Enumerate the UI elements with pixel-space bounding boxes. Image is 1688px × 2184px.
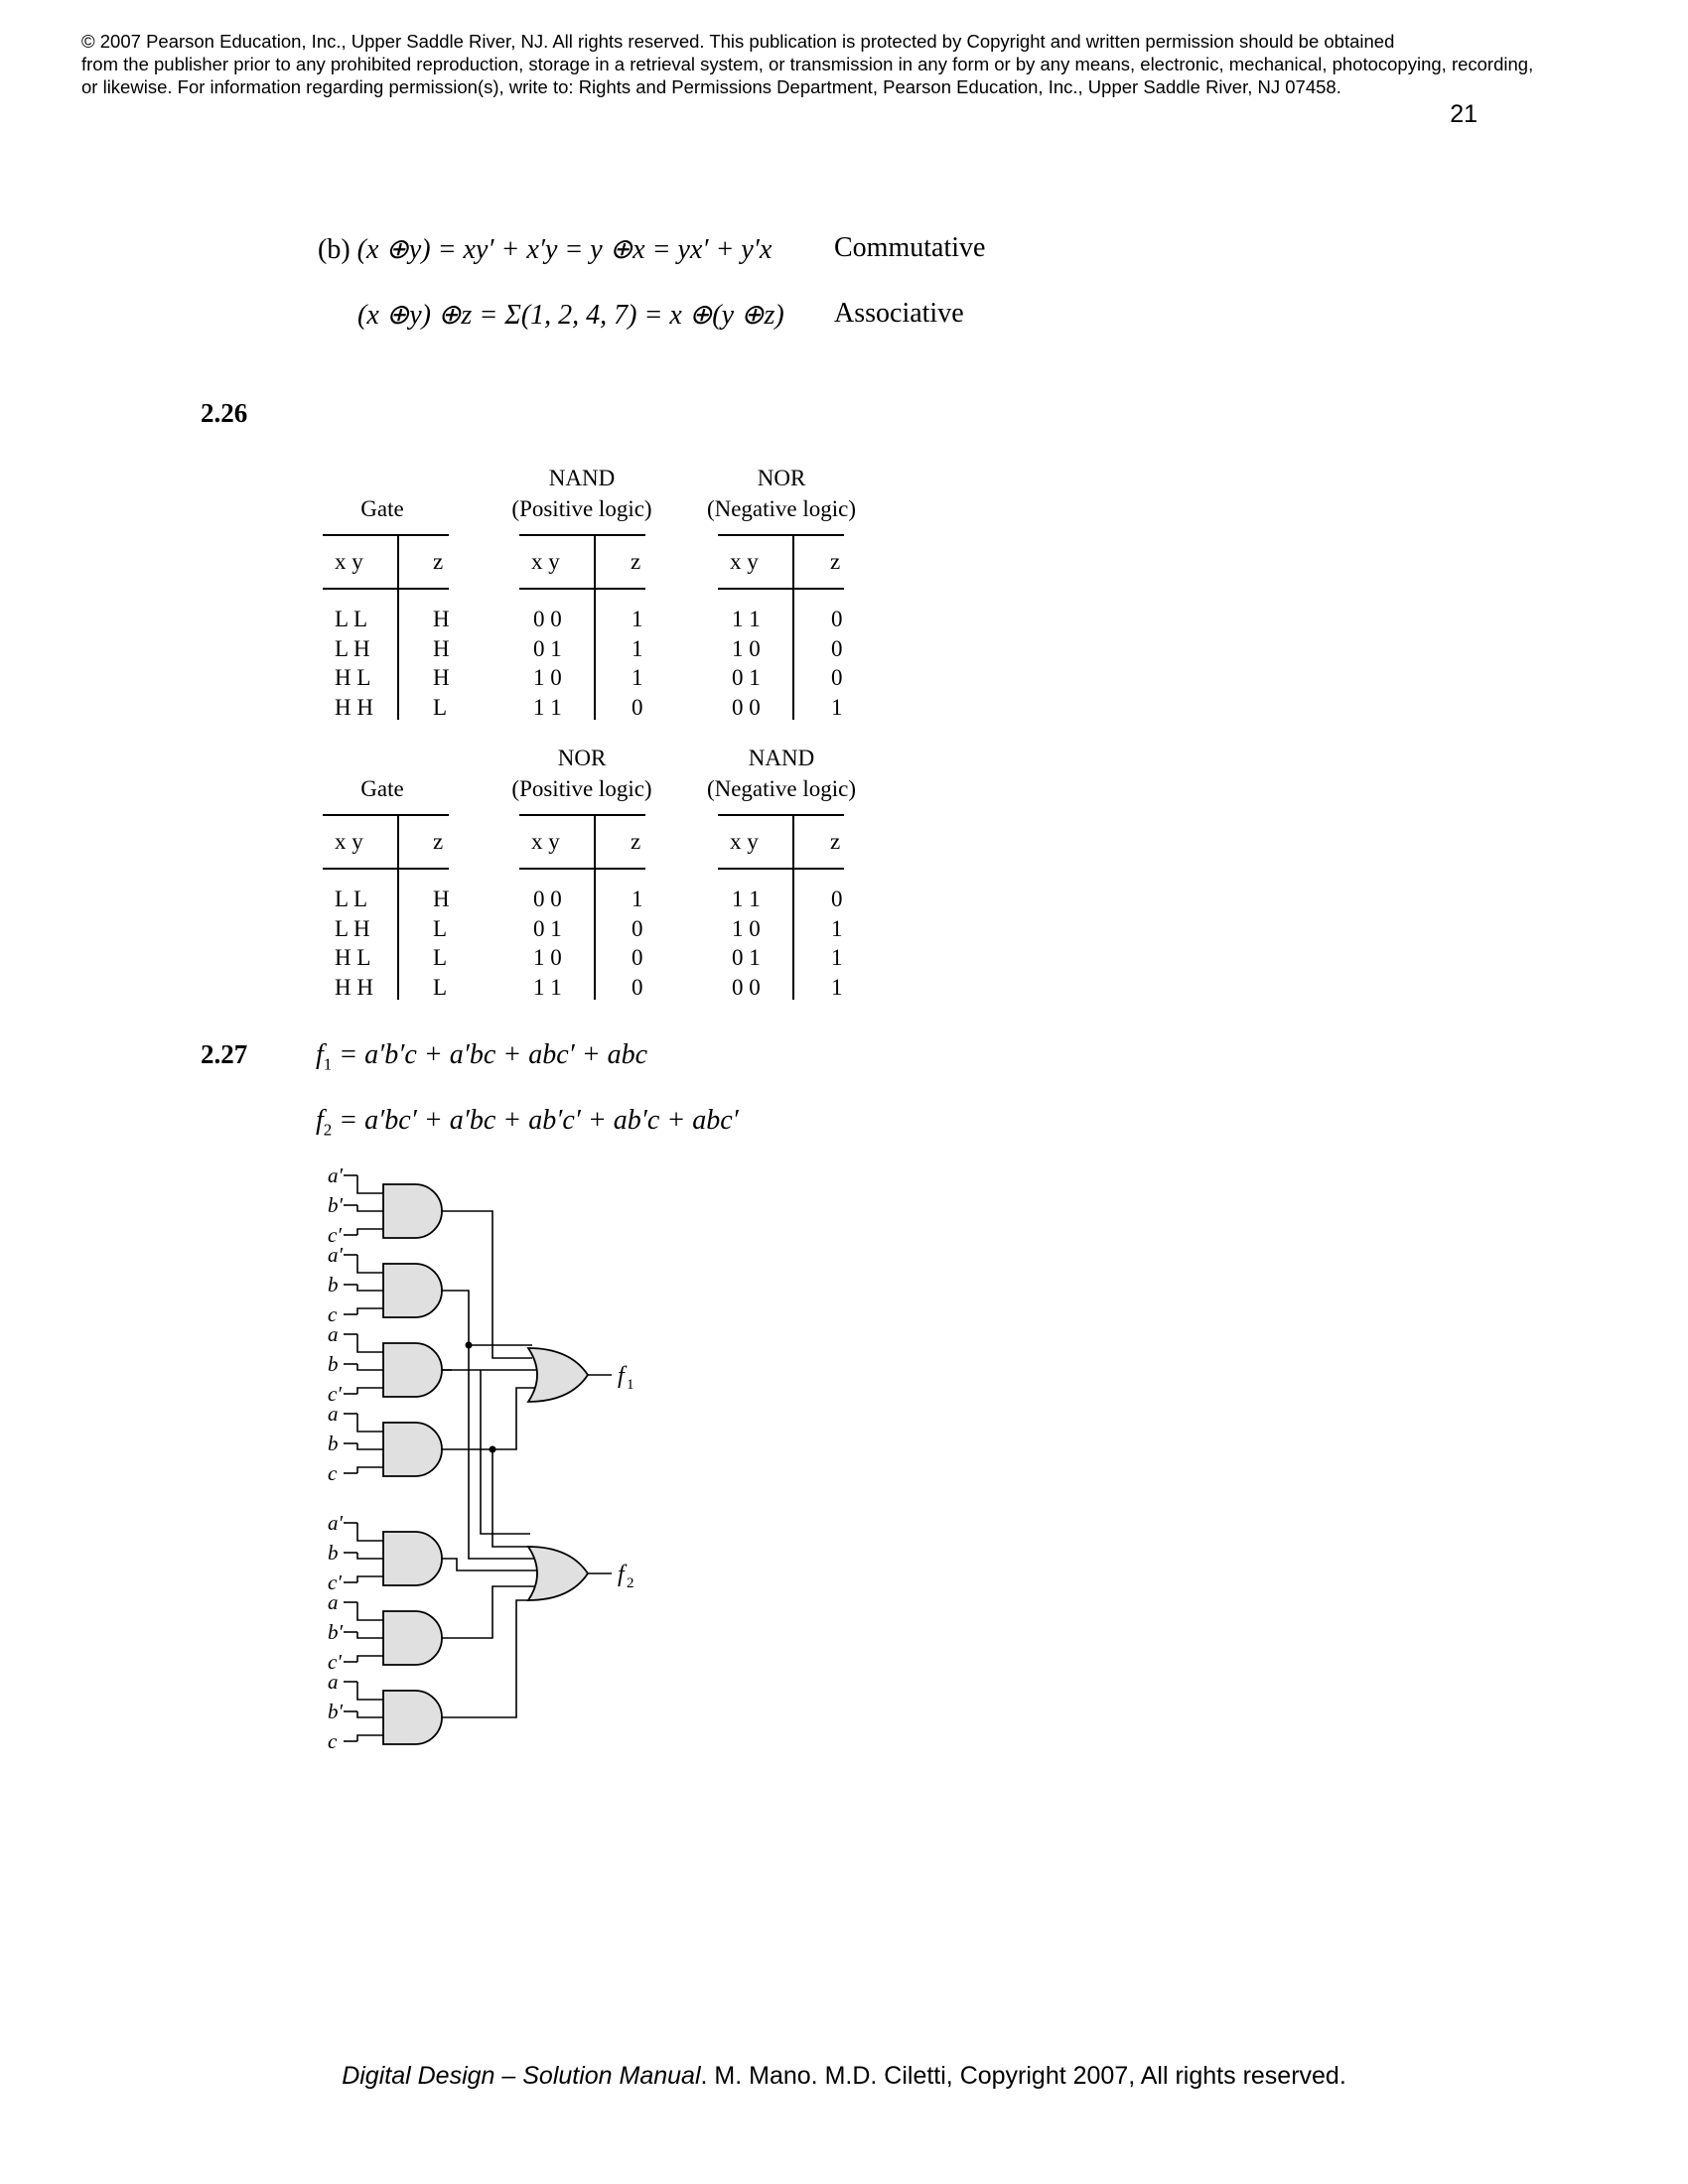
table-cell: 1 0	[732, 916, 761, 941]
part-label: (b)	[318, 234, 357, 265]
table-cell: 0	[632, 945, 643, 970]
output-label-f1: f	[618, 1363, 625, 1389]
circuit-input-label: a	[328, 1322, 339, 1346]
table-cell: 0 0	[533, 887, 562, 911]
wire	[442, 1388, 534, 1449]
table-cell: 1 0	[732, 636, 761, 661]
table-rule	[718, 588, 844, 590]
table-rule	[323, 534, 449, 536]
table-cell: H	[433, 607, 450, 631]
table-rule	[519, 588, 645, 590]
column-header: z	[830, 549, 841, 574]
table-title: Gate	[360, 496, 404, 521]
table-cell: H	[433, 887, 450, 911]
wire	[357, 1467, 383, 1473]
wire	[442, 1600, 530, 1717]
wire	[357, 1553, 383, 1559]
circuit-input-label: b′	[328, 1193, 344, 1217]
and-gate	[383, 1343, 442, 1397]
table-cell: L	[433, 695, 448, 720]
wire	[357, 1576, 383, 1582]
wire	[357, 1443, 383, 1449]
table-cell: H	[433, 636, 450, 661]
column-header: z	[433, 549, 444, 574]
table-cell: L	[433, 945, 448, 970]
table-cell: 1 0	[533, 665, 562, 690]
circuit-input-label: c′	[328, 1223, 342, 1247]
circuit-input-label: b′	[328, 1700, 344, 1723]
circuit-input-label: a′	[328, 1511, 344, 1535]
wire	[442, 1291, 534, 1559]
wire	[357, 1735, 383, 1741]
column-header: x y	[730, 549, 759, 574]
table-rule	[519, 868, 645, 870]
table-title: Gate	[360, 776, 404, 801]
table-cell: 1	[632, 636, 643, 661]
function-name: f	[316, 1039, 324, 1070]
table-cell: 0 0	[732, 975, 761, 1000]
table-cell: 0 0	[533, 607, 562, 631]
or-gate-f2	[528, 1547, 588, 1600]
table-cell: L L	[335, 887, 367, 911]
circuit-input-label: c′	[328, 1382, 342, 1406]
wire	[357, 1229, 383, 1235]
function-name: f	[316, 1105, 324, 1136]
circuit-input-label: a	[328, 1590, 339, 1614]
circuit-input-label: b	[328, 1273, 339, 1297]
column-divider	[792, 534, 794, 720]
circuit-input-label: b	[328, 1432, 339, 1455]
table-title: NAND	[548, 466, 616, 490]
table-rule	[323, 814, 449, 816]
function-subscript: 1	[323, 1054, 333, 1074]
column-header: z	[631, 829, 641, 854]
wire	[357, 1175, 383, 1193]
equation-f2	[316, 1105, 739, 1141]
table-cell: 1	[831, 945, 843, 970]
and-gate	[383, 1264, 442, 1317]
column-divider	[594, 534, 596, 720]
table-cell: 1	[831, 916, 843, 941]
wire	[357, 1682, 383, 1700]
output-label-f1-subscript: 1	[627, 1377, 634, 1393]
and-gate	[383, 1184, 442, 1238]
junction-dot	[466, 1342, 473, 1349]
wire	[357, 1388, 383, 1394]
table-cell: L H	[335, 916, 370, 941]
and-gate	[383, 1691, 442, 1744]
section-number-2-26: 2.26	[201, 398, 248, 428]
table-cell: L H	[335, 636, 370, 661]
column-divider	[397, 814, 399, 1000]
table-rule	[323, 868, 449, 870]
wire	[357, 1255, 383, 1273]
table-cell: 1 1	[732, 887, 761, 911]
circuit-input-label: a′	[328, 1163, 344, 1187]
table-cell: L	[433, 916, 448, 941]
table-cell: L	[433, 975, 448, 1000]
table-subtitle: (Positive logic)	[511, 776, 652, 801]
table-cell: 1	[831, 975, 843, 1000]
commutative-expr: (x ⊕y) = xy′ + x′y = y ⊕x = yx′ + y′x	[356, 234, 773, 265]
column-header: z	[631, 549, 641, 574]
associative-expr: (x ⊕y) ⊕z = Σ(1, 2, 4, 7) = x ⊕(y ⊕z)	[357, 300, 784, 331]
column-header: x y	[531, 549, 560, 574]
column-header: x y	[730, 829, 759, 854]
circuit-input-label: c′	[328, 1570, 342, 1594]
table-cell: 1	[632, 607, 643, 631]
table-cell: 1	[632, 665, 643, 690]
table-subtitle: (Negative logic)	[706, 776, 857, 801]
circuit-input-label: c	[328, 1461, 338, 1485]
circuit-input-label: a′	[328, 1243, 344, 1267]
copyright-line: © 2007 Pearson Education, Inc., Upper Saddle River, NJ. All rights reserved. This publication is protected by Copyright and written permission should be obtained	[81, 31, 1395, 52]
circuit-input-label: c	[328, 1729, 338, 1753]
table-title: NOR	[557, 746, 607, 770]
table-cell: 1 1	[732, 607, 761, 631]
table-cell: 0 1	[533, 916, 562, 941]
table-subtitle: (Negative logic)	[706, 496, 857, 521]
wire	[357, 1414, 383, 1432]
column-header: x y	[531, 829, 560, 854]
circuit-input-label: a	[328, 1402, 339, 1426]
table-cell: H	[433, 665, 450, 690]
table-cell: 0 1	[732, 945, 761, 970]
table-cell: 0 0	[732, 695, 761, 720]
footer-title: Digital Design – Solution Manual	[342, 2062, 701, 2090]
column-header: x y	[335, 549, 363, 574]
wire	[442, 1559, 536, 1570]
table-cell: 0	[632, 975, 643, 1000]
table-cell: H L	[335, 945, 371, 970]
and-gate	[383, 1532, 442, 1585]
wire	[357, 1364, 383, 1370]
wire	[481, 1370, 530, 1534]
and-gate	[383, 1423, 442, 1476]
page-footer	[0, 2062, 1688, 2091]
wire	[442, 1586, 534, 1638]
page-number: 21	[1450, 100, 1477, 128]
table-subtitle: (Positive logic)	[511, 496, 652, 521]
table-cell: 1 1	[533, 695, 562, 720]
table-cell: 0	[831, 887, 843, 911]
table-cell: H L	[335, 665, 371, 690]
table-rule	[323, 588, 449, 590]
table-rule	[519, 534, 645, 536]
circuit-input-label: a	[328, 1670, 339, 1694]
wire	[357, 1523, 383, 1541]
table-cell: 0	[632, 916, 643, 941]
associative-label: Associative	[834, 298, 964, 329]
wire	[357, 1602, 383, 1620]
output-label-f2-subscript: 2	[627, 1575, 634, 1591]
circuit-input-label: b	[328, 1352, 339, 1376]
copyright-notice	[81, 30, 1533, 98]
equation-commutative	[318, 232, 772, 266]
function-subscript: 2	[323, 1120, 333, 1140]
table-cell: 0	[831, 607, 843, 631]
circuit-input-label: b	[328, 1541, 339, 1565]
table-cell: 0 1	[732, 665, 761, 690]
copyright-line: or likewise. For information regarding permission(s), write to: Rights and Permissions Department, Pearson Education, Inc., Upper Saddle River, NJ 07458.	[81, 76, 1341, 97]
output-label-f2: f	[618, 1562, 625, 1587]
circuit-input-label: c′	[328, 1650, 342, 1674]
table-cell: H H	[335, 695, 373, 720]
copyright-line: from the publisher prior to any prohibited reproduction, storage in a retrieval system, or transmission in any form or by any means, electronic, mechanical, photocopying, recording,	[81, 54, 1534, 74]
wire	[357, 1205, 383, 1211]
wire	[357, 1711, 383, 1717]
table-cell: H H	[335, 975, 373, 1000]
wire	[357, 1656, 383, 1662]
table-rule	[718, 868, 844, 870]
column-divider	[792, 814, 794, 1000]
logic-circuit-diagram	[298, 1161, 695, 1777]
table-cell: 0	[831, 665, 843, 690]
table-cell: L L	[335, 607, 367, 631]
wire	[357, 1285, 383, 1291]
circuit-input-label: b′	[328, 1620, 344, 1644]
table-cell: 0	[831, 636, 843, 661]
f1-expression: = a′b′c + a′bc + abc′ + abc	[332, 1039, 648, 1070]
table-cell: 1 1	[533, 975, 562, 1000]
or-gate-f1	[528, 1348, 588, 1402]
table-rule	[718, 534, 844, 536]
and-gate	[383, 1611, 442, 1665]
table-cell: 1 0	[533, 945, 562, 970]
table-rule	[718, 814, 844, 816]
table-title: NOR	[757, 466, 806, 490]
table-cell: 0 1	[533, 636, 562, 661]
equation-f1	[316, 1039, 647, 1075]
wire	[357, 1632, 383, 1638]
table-title: NAND	[748, 746, 815, 770]
wire	[357, 1334, 383, 1352]
column-divider	[594, 814, 596, 1000]
table-cell: 1	[632, 887, 643, 911]
equation-associative	[357, 298, 784, 332]
table-cell: 1	[831, 695, 843, 720]
wire	[442, 1211, 532, 1358]
table-cell: 0	[632, 695, 643, 720]
wire	[492, 1449, 532, 1547]
circuit-input-label: c	[328, 1302, 338, 1326]
column-header: x y	[335, 829, 363, 854]
column-divider	[397, 534, 399, 720]
commutative-label: Commutative	[834, 232, 986, 263]
wire	[357, 1308, 383, 1314]
column-header: z	[830, 829, 841, 854]
f2-expression: = a′bc′ + a′bc + ab′c′ + ab′c + abc′	[332, 1105, 739, 1136]
footer-text: . M. Mano. M.D. Ciletti, Copyright 2007, All rights reserved.	[700, 2062, 1346, 2090]
section-number-2-27: 2.27	[201, 1039, 248, 1069]
column-header: z	[433, 829, 444, 854]
table-rule	[519, 814, 645, 816]
